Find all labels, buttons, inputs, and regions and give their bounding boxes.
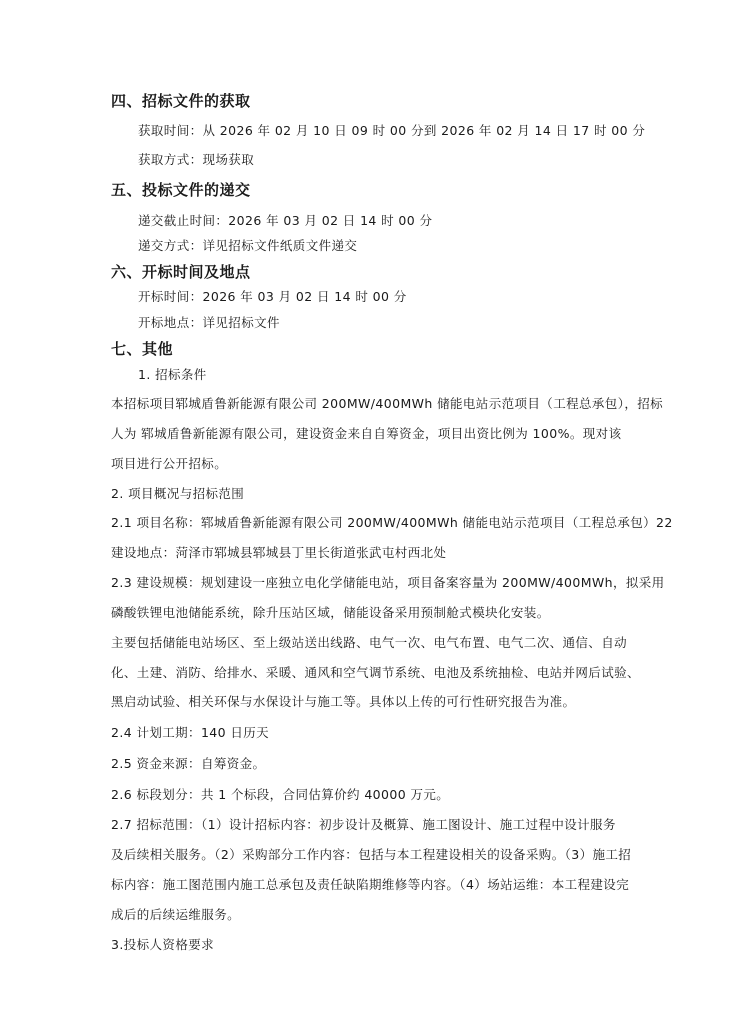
paragraph-line: 及后续相关服务。（2）采购部分工作内容：包括与本工程建设相关的设备采购。（3）施工招 — [111, 847, 632, 862]
paragraph-line: 人为 郓城盾鲁新能源有限公司，建设资金来自自筹资金，项目出资比例为 100%。现对该 — [111, 426, 622, 441]
paragraph-line: 化、土建、消防、给排水、采暖、通风和空气调节系统、电池及系统抽检、电站并网后试验、 — [111, 665, 640, 680]
paragraph-line: 2.4 计划工期：140 日历天 — [111, 725, 270, 740]
paragraph-line: 项目进行公开招标。 — [111, 456, 228, 471]
paragraph-line: 2.5 资金来源：自筹资金。 — [111, 756, 266, 771]
acquire-method: 获取方式：现场获取 — [138, 152, 255, 167]
paragraph-line: 建设地点：菏泽市郓城县郓城县丁里长街道张武屯村西北处 — [111, 545, 447, 560]
section-5-heading: 五、投标文件的递交 — [111, 181, 251, 199]
submit-deadline: 递交截止时间：2026 年 03 月 02 日 14 时 00 分 — [138, 213, 433, 228]
paragraph-line: 2.6 标段划分：共 1 个标段，合同估算价约 40000 万元。 — [111, 787, 450, 802]
paragraph-line: 标内容：施工图范围内施工总承包及责任缺陷期维修等内容。（4）场站运维：本工程建设完 — [111, 877, 630, 892]
paragraph-line: 2.7 招标范围：（1）设计招标内容：初步设计及概算、施工图设计、施工过程中设计服务 — [111, 817, 616, 832]
paragraph-line: 2.1 项目名称：郓城盾鲁新能源有限公司 200MW/400MWh 储能电站示范项目（工程总承包）22 — [111, 515, 673, 530]
paragraph-line: 黑启动试验、相关环保与水保设计与施工等。具体以上传的可行性研究报告为准。 — [111, 694, 576, 709]
paragraph-line: 主要包括储能电站场区、至上级站送出线路、电气一次、电气布置、电气二次、通信、自动 — [111, 635, 628, 650]
item-1-title: 1. 招标条件 — [138, 367, 207, 382]
paragraph-line: 2.3 建设规模：规划建设一座独立电化学储能电站，项目备案容量为 200MW/400MWh，拟采用 — [111, 575, 665, 590]
section-6-heading: 六、开标时间及地点 — [111, 263, 251, 281]
paragraph-line: 磷酸铁锂电池储能系统，除升压站区域，储能设备采用预制舱式模块化安装。 — [111, 605, 550, 620]
open-place: 开标地点：详见招标文件 — [138, 315, 280, 330]
paragraph-line: 成后的后续运维服务。 — [111, 907, 241, 922]
item-3-title: 3.投标人资格要求 — [111, 937, 215, 952]
acquire-time: 获取时间：从 2026 年 02 月 10 日 09 时 00 分到 2026 年 02 月 14 日 17 时 00 分 — [138, 123, 646, 138]
paragraph-line: 本招标项目郓城盾鲁新能源有限公司 200MW/400MWh 储能电站示范项目（工程总承包），招标 — [111, 396, 664, 411]
open-time: 开标时间：2026 年 03 月 02 日 14 时 00 分 — [138, 289, 407, 304]
section-4-heading: 四、招标文件的获取 — [111, 92, 251, 110]
submit-method: 递交方式：详见招标文件纸质文件递交 — [138, 238, 358, 253]
item-2-title: 2. 项目概况与招标范围 — [111, 486, 245, 501]
section-7-heading: 七、其他 — [111, 340, 174, 358]
